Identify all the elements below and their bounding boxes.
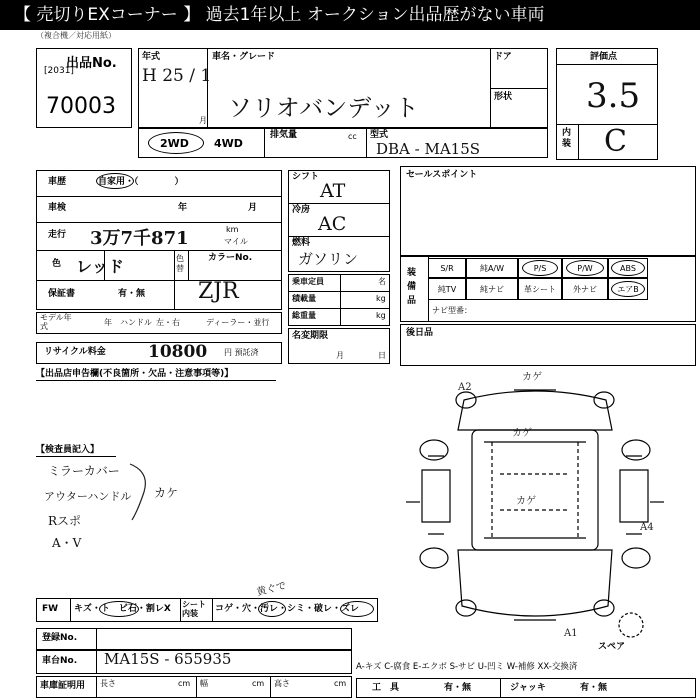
interior-label: 内装 <box>562 128 572 149</box>
chassis-label: 車台No. <box>42 656 78 666</box>
model-value: DBA - MA15S <box>376 140 481 158</box>
cert-height: 高さ <box>274 679 290 688</box>
inspection-label: 車検 <box>48 203 67 213</box>
seat-label: シート内装 <box>182 600 206 618</box>
mark-kage-1: カゲ <box>522 372 542 383</box>
header-title: 【 売切りEXコーナー 】 過去1年以上 オークション出品歴がない車両 <box>14 5 545 25</box>
hw-line-1: アウターハンドル <box>44 490 132 503</box>
warranty-label: 保証書 <box>48 289 76 299</box>
door-label: ドア <box>494 52 512 62</box>
cert-height-unit: cm <box>334 679 347 688</box>
equip-r2-4: エアB <box>608 278 648 300</box>
score-value: 3.5 <box>586 76 641 116</box>
hw-line-3: A・V <box>52 536 82 550</box>
history-label: 車歴 <box>48 177 67 187</box>
tools-value: 有・無 <box>444 683 472 693</box>
warranty-value: 有・無 <box>118 289 146 299</box>
color-label: 色 <box>52 259 62 269</box>
equip-r1-1: 純A/W <box>466 258 518 278</box>
recycle-label: リサイクル料金 <box>44 347 106 357</box>
mark-a4: A4 <box>640 522 654 533</box>
equip-r2-2: 革シート <box>518 278 562 300</box>
equip-r2-0: 純TV <box>428 278 466 300</box>
gross-unit: kg <box>376 311 386 320</box>
model-note: （複合機／対応用紙） <box>36 31 116 40</box>
mileage-label: 走行 <box>48 230 67 240</box>
lot-number: 70003 <box>46 94 116 119</box>
capacity-label: 乗車定員 <box>292 277 324 286</box>
shift-value: AT <box>320 180 346 202</box>
fw-items: キズ・ト ビ石・割レX <box>74 604 171 614</box>
equip-r1-4: ABS <box>608 258 648 278</box>
gross-label: 総重量 <box>292 311 316 320</box>
tools-label: 工 具 <box>372 683 400 693</box>
drive-4wd: 4WD <box>214 137 243 150</box>
chassis-value: MA15S - 655935 <box>104 650 232 668</box>
load-unit: kg <box>376 294 386 303</box>
year-value: H 25 / 1 <box>142 66 212 86</box>
private-circle <box>96 173 134 189</box>
reg-row <box>36 628 352 650</box>
mark-kage-2: カゲ <box>512 428 532 439</box>
reg-label: 登録No. <box>42 633 78 643</box>
after-box <box>400 324 696 366</box>
cert-length: 長さ <box>100 679 116 688</box>
navi-label: ナビ型番： <box>432 306 472 315</box>
drive-2wd: 2WD <box>160 137 189 150</box>
name-change-label: 名変期限 <box>292 331 329 341</box>
cc-unit: cc <box>348 132 357 141</box>
model-label: 型式 <box>370 130 389 140</box>
mark-a1: A1 <box>564 628 578 639</box>
hw-note-top: 黄ぐで <box>255 580 288 599</box>
hw-side: カケ <box>154 486 179 500</box>
equipment-label: 装備品 <box>407 268 417 306</box>
cert-width: 幅 <box>200 679 208 688</box>
seat-items: コゲ・穴・汚レ・シミ・破レ・ズレ <box>215 604 360 614</box>
cert-width-unit: cm <box>252 679 265 688</box>
mileage-unit-km: km <box>226 225 239 234</box>
jack-value: 有・無 <box>580 683 608 693</box>
sales-point-label: セールスポイント <box>406 170 478 180</box>
name-change-month: 月 <box>336 351 344 360</box>
fuel-label: 燃料 <box>292 238 311 248</box>
shape-label: 形状 <box>494 92 513 102</box>
cert-label: 車庫証明用 <box>40 681 86 691</box>
mileage-value: 3万7千871 <box>90 228 189 249</box>
color-no-value: ZJR <box>198 279 239 304</box>
handle-label: ハンドル <box>120 318 152 327</box>
lot-tag: [2031] <box>44 66 74 76</box>
inspection-year: 年 <box>178 203 188 213</box>
spare-tire-icon <box>616 610 646 640</box>
mark-a2: A2 <box>458 382 472 393</box>
mileage-unit-mile: マイル <box>224 237 248 246</box>
lot-label: 出品No. <box>66 56 117 71</box>
score-label: 評価点 <box>590 52 618 62</box>
ac-label: 冷房 <box>292 205 311 215</box>
equip-r1-3: P/W <box>562 258 608 278</box>
car-name-label: 車名・グレード <box>212 52 276 62</box>
cert-length-unit: cm <box>178 679 191 688</box>
color-no-label: カラーNo. <box>208 253 253 263</box>
store-notes-label: 【出品店申告欄(不良箇所・欠品・注意事項等)】 <box>36 369 234 379</box>
hw-line-0: ミラーカバー <box>48 464 120 478</box>
inspector-label: 【検査員記入】 <box>36 445 100 455</box>
handle-value: 左・右 <box>156 318 180 327</box>
interior-value: C <box>604 124 627 159</box>
spare-label: スペア <box>598 642 626 652</box>
equip-r1-2: P/S <box>518 258 562 278</box>
equip-r2-1: 純ナビ <box>466 278 518 300</box>
capacity-unit: 名 <box>378 277 386 286</box>
name-change-day: 日 <box>378 351 386 360</box>
fw-label: FW <box>42 604 59 614</box>
ac-value: AC <box>318 213 347 235</box>
fuel-value: ガソリン <box>298 250 359 268</box>
hw-line-2: Rスポ <box>48 514 82 528</box>
inspection-month: 月 <box>248 203 258 213</box>
month-suffix: 月 <box>199 116 207 125</box>
year-label: 年式 <box>142 52 161 62</box>
recycle-value: 10800 <box>148 342 208 362</box>
color-value: レッド <box>76 257 124 276</box>
dealer-label: ディーラー・並行 <box>206 318 270 327</box>
equip-r2-3: 外ナビ <box>562 278 608 300</box>
bracket-mark <box>126 462 156 522</box>
mark-kage-3: カゲ <box>516 496 536 507</box>
damage-legend: A-キズ C-腐食 E-エクボ S-サビ U-凹ミ W-補修 XX-交換済 <box>356 662 578 672</box>
jack-label: ジャッキ <box>510 683 546 693</box>
model-year-label: モデル年式 <box>40 313 72 331</box>
color-change-label: 色替 <box>176 254 184 273</box>
recycle-unit: 円 預託済 <box>224 348 259 357</box>
load-label: 積載量 <box>292 294 316 303</box>
displacement-label: 排気量 <box>270 130 298 140</box>
equip-r1-0: S/R <box>428 258 466 278</box>
model-year-unit: 年 <box>104 318 112 327</box>
history-value: 自家用・（ ） <box>98 177 184 187</box>
shift-label: シフト <box>292 172 320 182</box>
car-name: ソリオバンデット <box>228 94 419 122</box>
after-label: 後日品 <box>406 328 434 338</box>
